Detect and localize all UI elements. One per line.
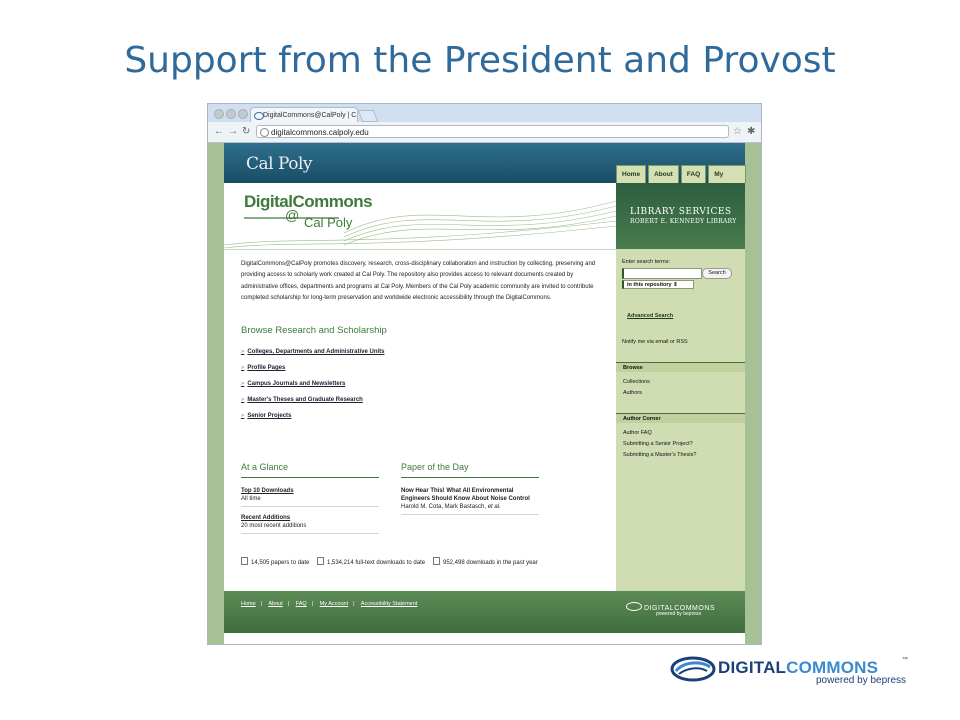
- nav-faq[interactable]: FAQ: [681, 165, 706, 183]
- address-bar[interactable]: [256, 125, 729, 138]
- web-page: [224, 143, 745, 644]
- divider: [401, 514, 539, 515]
- wrench-icon[interactable]: ✱: [747, 126, 756, 137]
- browser-toolbar: [208, 122, 761, 143]
- maximize-window-icon[interactable]: [238, 109, 248, 119]
- divider: [241, 533, 379, 534]
- search-input[interactable]: [622, 268, 702, 279]
- stat-papers: 14,505 papers to date: [241, 557, 309, 566]
- sidebar-link-masters-thesis[interactable]: Submitting a Master's Thesis?: [623, 452, 697, 458]
- browse-link[interactable]: » Colleges, Departments and Administrative Units: [241, 349, 385, 355]
- paper-rule: [401, 477, 539, 478]
- divider: [241, 506, 379, 507]
- stat-downloads-year: 952,498 downloads in the past year: [433, 557, 538, 566]
- recent-additions-sub: 20 most recent additions: [241, 523, 307, 529]
- powered-by-bepress: powered by bepress: [816, 675, 907, 686]
- browse-link[interactable]: » Profile Pages: [241, 365, 286, 371]
- footer-link-home[interactable]: Home: [241, 601, 256, 607]
- browse-link[interactable]: » Master's Theses and Graduate Research: [241, 397, 363, 403]
- paper-of-the-day-heading: Paper of the Day: [401, 462, 469, 472]
- paper-title-line2[interactable]: Engineers Should Know About Noise Control: [401, 496, 530, 502]
- top-downloads-sub: All time: [241, 496, 261, 502]
- document-icon: [433, 557, 440, 565]
- sidebar-link-author-faq[interactable]: Author FAQ: [623, 430, 652, 436]
- footer-link-my-account[interactable]: My Account: [319, 601, 349, 607]
- footer-link-faq[interactable]: FAQ: [295, 601, 307, 607]
- glance-rule: [241, 477, 379, 478]
- favicon-icon: [254, 112, 264, 120]
- library-name: ROBERT E. KENNEDY LIBRARY: [630, 218, 737, 225]
- browse-link[interactable]: » Senior Projects: [241, 413, 292, 419]
- slide-title: Support from the President and Provost: [124, 40, 836, 81]
- footer-powered-by: powered by bepress: [656, 611, 702, 617]
- close-window-icon[interactable]: [214, 109, 224, 119]
- library-services-title: LIBRARY SERVICES: [630, 207, 732, 217]
- digitalcommons-logo[interactable]: DigitalCommons: [244, 192, 373, 211]
- minimize-window-icon[interactable]: [226, 109, 236, 119]
- paper-authors: Harold M. Cota, Mark Bastasch, et al.: [401, 504, 501, 510]
- nav-my-account[interactable]: My: [708, 165, 746, 183]
- intro-text: DigitalCommons@CalPoly promotes discovery, research, cross-disciplinary collaboration and instruction by collecting, preserving and providing access to scholarly work created at Cal Poly. The repository also provides access to relevant documents created by administrative offices, departments and programs at Cal Poly. Members of the Cal Poly academic community are invited to contribute completed scholarship for long-term preservation and worldwide electronic accessibility through the DigitalCommons.: [241, 261, 596, 301]
- browser-window: [207, 103, 762, 645]
- paper-title-line1[interactable]: Now Hear This! What All Environmental: [401, 488, 514, 494]
- top-downloads-link[interactable]: Top 10 Downloads: [241, 488, 294, 494]
- digitalcommons-wordmark: DIGITALCOMMONS: [718, 658, 879, 677]
- footer-link-accessibility[interactable]: Accessibility Statement: [360, 601, 418, 607]
- footer-digitalcommons-logo[interactable]: DIGITALCOMMONS: [626, 602, 715, 612]
- tab-title: DigitalCommons@CalPoly | C: [263, 112, 357, 119]
- star-icon[interactable]: ☆: [733, 126, 742, 137]
- search-scope-select[interactable]: in this repository ⇕: [622, 280, 694, 289]
- sidebar-link-collections[interactable]: Collections: [623, 379, 650, 385]
- library-services-banner[interactable]: [616, 183, 745, 249]
- stat-fulltext-downloads: 1,534,214 full-text downloads to date: [317, 557, 425, 566]
- forward-icon[interactable]: →: [228, 126, 238, 137]
- new-tab-button[interactable]: [358, 110, 378, 122]
- sidebar-link-senior-project[interactable]: Submitting a Senior Project?: [623, 441, 693, 447]
- tab-bar: [208, 104, 761, 122]
- recent-additions-link[interactable]: Recent Additions: [241, 515, 291, 521]
- digitalcommons-mark-icon: [670, 655, 716, 683]
- sidebar-link-authors[interactable]: Authors: [623, 390, 642, 396]
- top-nav: [616, 165, 746, 183]
- select-arrows-icon: ⇕: [673, 282, 678, 288]
- page-info-icon: [260, 128, 269, 137]
- digitalcommons-at: @: [285, 207, 300, 223]
- document-icon: [241, 557, 248, 565]
- calpoly-logo[interactable]: Cal Poly: [246, 154, 313, 174]
- trademark: ™: [902, 657, 908, 663]
- browse-section-header: Browse: [616, 362, 745, 372]
- footer-links: Home | About | FAQ | My Account | Accessibility Statement: [241, 601, 418, 607]
- browse-heading: Browse Research and Scholarship: [241, 325, 387, 336]
- at-a-glance-heading: At a Glance: [241, 462, 289, 472]
- footer-link-about[interactable]: About: [268, 601, 283, 607]
- digitalcommons-calpoly: Cal Poly: [304, 215, 353, 230]
- search-label: Enter search terms:: [622, 259, 670, 265]
- browser-viewport: [208, 143, 761, 644]
- document-icon: [317, 557, 324, 565]
- digitalcommons-banner: [224, 183, 616, 250]
- sidebar: [616, 249, 745, 591]
- nav-about[interactable]: About: [648, 165, 679, 183]
- search-button[interactable]: Search: [702, 268, 732, 279]
- reload-icon[interactable]: ↻: [242, 126, 251, 137]
- browse-link[interactable]: » Campus Journals and Newsletters: [241, 381, 346, 387]
- nav-home[interactable]: Home: [616, 165, 646, 183]
- author-corner-header: Author Corner: [616, 413, 745, 423]
- notify-link[interactable]: Notify me via email or RSS: [622, 339, 688, 345]
- dc-ring-icon: [626, 602, 642, 611]
- advanced-search-link[interactable]: Advanced Search: [627, 313, 674, 319]
- url-text: digitalcommons.calpoly.edu: [271, 128, 369, 137]
- page-footer: [224, 591, 745, 633]
- browser-tab[interactable]: [250, 107, 358, 122]
- back-icon[interactable]: ←: [214, 126, 224, 137]
